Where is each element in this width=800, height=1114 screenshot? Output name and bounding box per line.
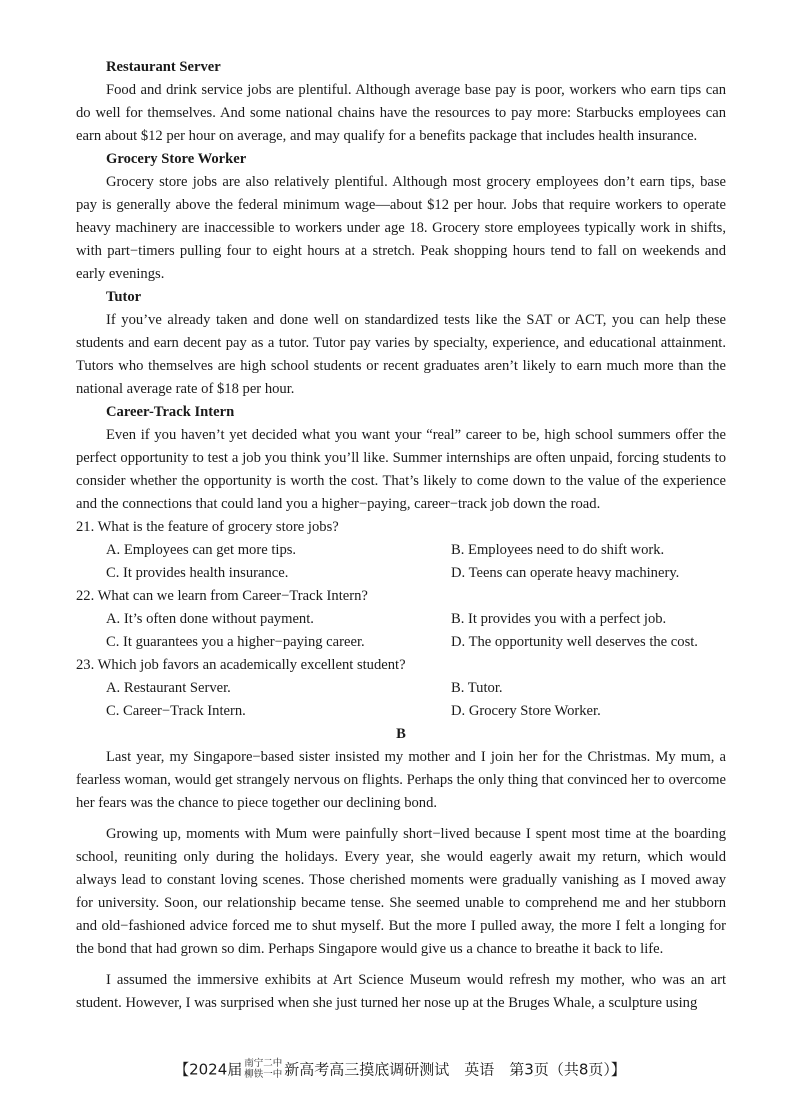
question-21-options [76, 539, 726, 585]
section-text-tutor: If you’ve already taken and done well on standardized tests like the SAT or ACT, you can help these students and earn decent pay as a tutor. Tutor pay varies by specialty, experience, and educational attainment. Tutors who themselves are high school students or recent graduates aren’t likely to earn much more than the national average rate of $18 per hour. [76, 312, 726, 397]
footer-school-top: 南宁二中 [244, 1058, 283, 1069]
option-22-a: A. It’s often done without payment. [106, 611, 314, 627]
section-heading-tutor: Tutor [106, 289, 142, 305]
passage-b-paragraph-1: Last year, my Singapore−based sister insisted my mother and I join her for the Christmas. My mum, a fearless woman, would get strangely nervous on flights. Perhaps the only thing that convinced her to overcome her fears was the chance to piece together our declining bond. [76, 749, 726, 811]
option-21-a: A. Employees can get more tips. [106, 542, 297, 558]
footer-left: 【2024届 [174, 1060, 243, 1079]
option-23-c: C. Career−Track Intern. [106, 703, 246, 719]
option-23-d: D. Grocery Store Worker. [451, 703, 601, 719]
footer-school-bottom: 柳铁一中 [244, 1068, 283, 1080]
section-text-server: Food and drink service jobs are plentiful. Although average base pay is poor, workers who earn tips can do well for themselves. And some national chains have the resources to pay more: Starbucks employees can earn about $12 per hour on average, and may qualify for a benefits package that includes health insurance. [76, 82, 726, 144]
footer-right: 新高考高三摸底调研测试 英语 第3页（共8页）】 [284, 1060, 626, 1079]
section-heading-server: Restaurant Server [106, 59, 221, 75]
question-23-options [76, 677, 726, 723]
option-23-a: A. Restaurant Server. [106, 680, 231, 696]
option-23-b: B. Tutor. [451, 680, 503, 696]
section-text-grocery: Grocery store jobs are also relatively plentiful. Although most grocery employees don’t earn tips, base pay is generally above the federal minimum wage—about $12 per hour. Jobs that require workers to operate heavy machinery are inaccessible to workers under age 18. Grocery store employees typically work in shifts, with part−timers pulling four to eight hours at a stretch. Peak shopping hours tend to fall on weekends and early evenings. [76, 174, 726, 282]
question-21-stem: 21. What is the feature of grocery store jobs? [76, 519, 339, 535]
option-21-d: D. Teens can operate heavy machinery. [451, 565, 680, 581]
question-23-stem: 23. Which job favors an academically excellent student? [76, 657, 406, 673]
passage-b-paragraph-2: Growing up, moments with Mum were painfully short−lived because I spent most time at the boarding school, reuniting only during the holidays. Every year, she would eagerly await my return, which would always lead to constant loving scenes. Those cherished moments were gradually vanishing as I moved away for university. Soon, our relationship became tense. She seemed unable to comprehend me and her stubborn and old−fashioned advice forced me to shut myself. But the more I pulled away, the more I felt a longing for the bond that had grown so dim. Perhaps Singapore would give us a chance to breathe it back to life. [76, 826, 726, 957]
option-22-c: C. It guarantees you a higher−paying career. [106, 634, 365, 650]
section-text-intern: Even if you haven’t yet decided what you want your “real” career to be, high school summers offer the perfect opportunity to test a job you think you’ll like. Summer internships are often unpaid, forcing students to consider whether the opportunity is worth the cost. That’s likely to come down to the value of the experience and the connections that could land you a higher−paying, career−track job down the road. [76, 427, 726, 512]
exam-page [76, 56, 726, 1015]
page-footer [0, 1058, 800, 1081]
option-21-b: B. Employees need to do shift work. [451, 542, 665, 558]
question-22-stem: 22. What can we learn from Career−Track Intern? [76, 588, 368, 604]
footer-schools [244, 1059, 282, 1080]
passage-b-paragraph-3: I assumed the immersive exhibits at Art Science Museum would refresh my mother, who was an art student. However, I was surprised when she just turned her nose up at the Bruges Whale, a sculpture using [76, 972, 726, 1011]
question-22-options [76, 608, 726, 654]
section-heading-intern: Career-Track Intern [106, 404, 235, 420]
option-21-c: C. It provides health insurance. [106, 565, 289, 581]
section-heading-grocery: Grocery Store Worker [106, 151, 247, 167]
option-22-b: B. It provides you with a perfect job. [451, 611, 667, 627]
passage-b-label: B [396, 726, 406, 742]
option-22-d: D. The opportunity well deserves the cost. [451, 634, 698, 650]
